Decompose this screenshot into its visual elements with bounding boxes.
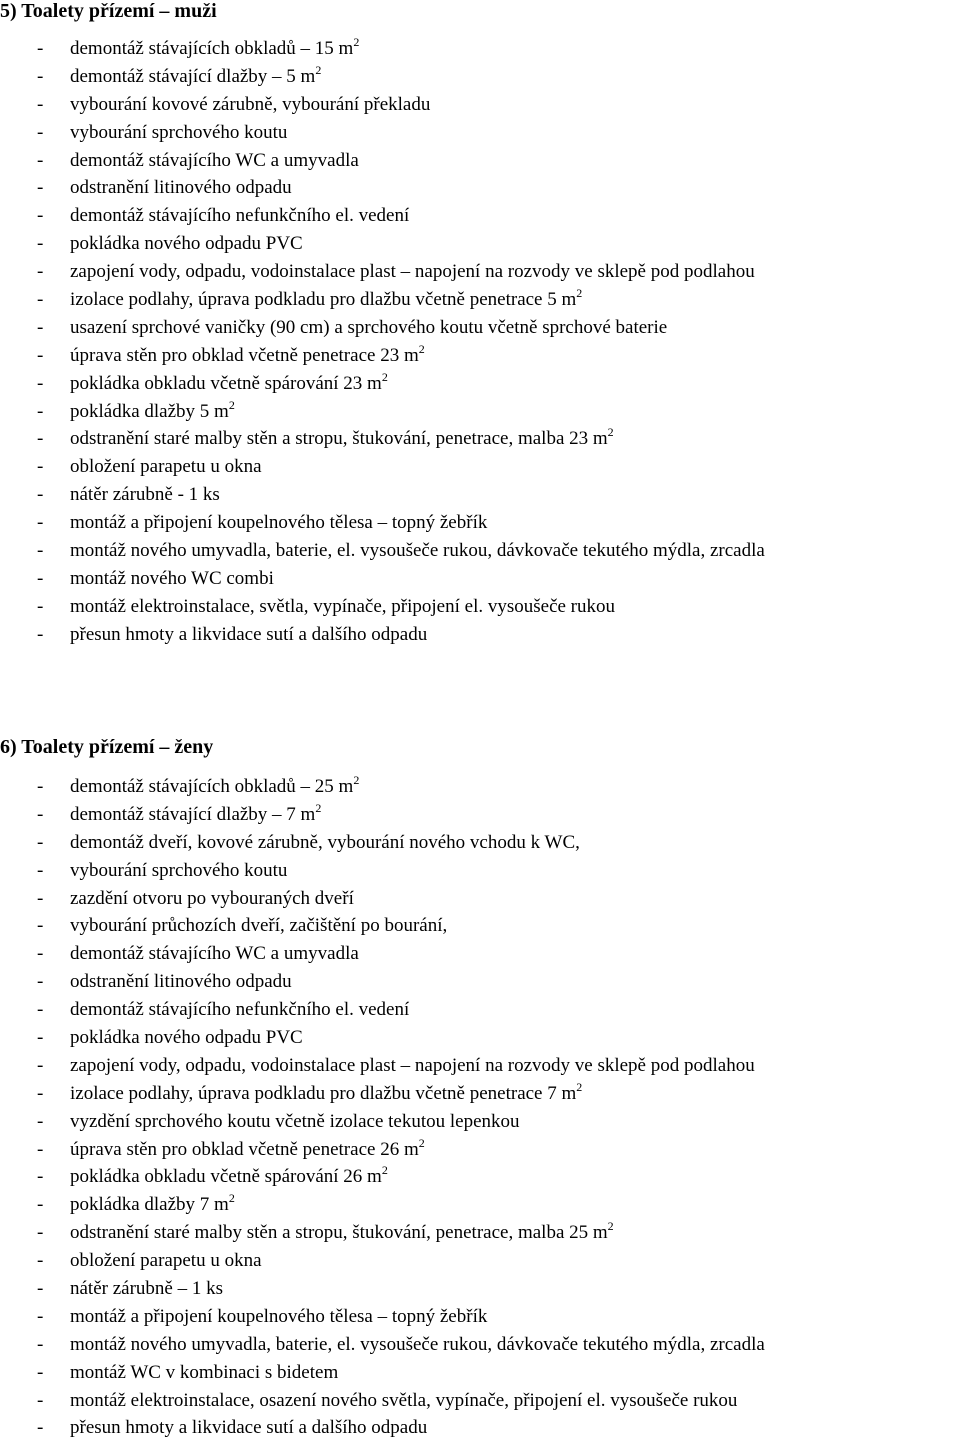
bullet-dash: - <box>37 595 44 617</box>
list-item-text: montáž WC v kombinaci s bidetem <box>70 1361 339 1383</box>
list-item <box>37 940 765 968</box>
bullet-dash: - <box>37 943 44 965</box>
list-item-text: montáž a připojení koupelnového tělesa – topný žebřík <box>70 1305 488 1327</box>
bullet-dash: - <box>37 149 44 171</box>
list-item-text: pokládka obkladu včetně spárování 26 m <box>70 1166 382 1188</box>
list-item-text: odstranění litinového odpadu <box>70 971 292 993</box>
list-item <box>37 1024 765 1052</box>
list-item-text: pokládka dlažby 7 m <box>70 1194 229 1216</box>
list-item <box>37 885 765 913</box>
bullet-dash: - <box>37 233 44 255</box>
bullet-dash: - <box>37 999 44 1021</box>
list-item <box>37 63 765 91</box>
list-item <box>37 593 765 621</box>
bullet-dash: - <box>37 540 44 562</box>
list-item-text: demontáž stávajícího nefunkčního el. vedení <box>70 205 410 227</box>
list-item <box>37 1191 765 1219</box>
bullet-dash: - <box>37 344 44 366</box>
list-item <box>37 202 765 230</box>
list-item-text: pokládka nového odpadu PVC <box>70 233 303 255</box>
list-item <box>37 230 765 258</box>
list-item <box>37 801 765 829</box>
list-item-text: usazení sprchové vaničky (90 cm) a sprchového koutu včetně sprchové baterie <box>70 316 668 338</box>
list-item <box>37 968 765 996</box>
list-item <box>37 370 765 398</box>
list-item <box>37 314 765 342</box>
unit-superscript: 2 <box>381 369 388 384</box>
list-item <box>37 1136 765 1164</box>
unit-superscript: 2 <box>381 1163 388 1178</box>
list-item-text: odstranění staré malby stěn a stropu, štukování, penetrace, malba 23 m <box>70 428 608 450</box>
list-item-text: obložení parapetu u okna <box>70 1250 262 1272</box>
list-item <box>37 1275 765 1303</box>
list-item <box>37 537 765 565</box>
work-list-men <box>37 35 765 649</box>
list-item-text: nátěr zárubně – 1 ks <box>70 1278 223 1300</box>
unit-superscript: 2 <box>315 62 322 77</box>
list-item-text: zapojení vody, odpadu, vodoinstalace plast – napojení na rozvody ve sklepě pod podlahou <box>70 261 755 283</box>
list-item <box>37 1163 765 1191</box>
bullet-dash: - <box>37 428 44 450</box>
list-item-text: demontáž stávajícího nefunkčního el. vedení <box>70 999 410 1021</box>
unit-superscript: 2 <box>576 1079 583 1094</box>
list-item <box>37 1247 765 1275</box>
list-item-text: odstranění litinového odpadu <box>70 177 292 199</box>
list-item <box>37 1359 765 1387</box>
bullet-dash: - <box>37 289 44 311</box>
bullet-dash: - <box>37 859 44 881</box>
list-item <box>37 773 765 801</box>
list-item-text: pokládka obkladu včetně spárování 23 m <box>70 372 382 394</box>
list-item-text: izolace podlahy, úprava podkladu pro dlažbu včetně penetrace 5 m <box>70 289 577 311</box>
bullet-dash: - <box>37 971 44 993</box>
bullet-dash: - <box>37 1417 44 1439</box>
list-item <box>37 147 765 175</box>
list-item-text: demontáž dveří, kovové zárubně, vybourání nového vchodu k WC, <box>70 831 580 853</box>
list-item-text: izolace podlahy, úprava podkladu pro dlažbu včetně penetrace 7 m <box>70 1082 577 1104</box>
list-item-text: vybourání sprchového koutu <box>70 859 288 881</box>
list-item <box>37 91 765 119</box>
bullet-dash: - <box>37 205 44 227</box>
bullet-dash: - <box>37 400 44 422</box>
bullet-dash: - <box>37 887 44 909</box>
bullet-dash: - <box>37 803 44 825</box>
list-item-text: pokládka nového odpadu PVC <box>70 1027 303 1049</box>
list-item <box>37 119 765 147</box>
bullet-dash: - <box>37 1361 44 1383</box>
list-item-text: vybourání kovové zárubně, vybourání překladu <box>70 93 431 115</box>
list-item <box>37 829 765 857</box>
section-title-men: 5) Toalety přízemí – muži <box>0 0 217 22</box>
bullet-dash: - <box>37 316 44 338</box>
unit-superscript: 2 <box>576 286 583 301</box>
bullet-dash: - <box>37 261 44 283</box>
bullet-dash: - <box>37 1194 44 1216</box>
list-item <box>37 996 765 1024</box>
list-item <box>37 1303 765 1331</box>
bullet-dash: - <box>37 1110 44 1132</box>
list-item <box>37 1414 765 1442</box>
list-item-text: úprava stěn pro obklad včetně penetrace 26 m <box>70 1138 419 1160</box>
list-item-text: demontáž stávající dlažby – 5 m <box>70 65 316 87</box>
list-item <box>37 1080 765 1108</box>
list-item <box>37 453 765 481</box>
bullet-dash: - <box>37 776 44 797</box>
bullet-dash: - <box>37 915 44 937</box>
bullet-dash: - <box>37 484 44 506</box>
list-item <box>37 509 765 537</box>
bullet-dash: - <box>37 1082 44 1104</box>
list-item <box>37 342 765 370</box>
list-item-text: pokládka dlažby 5 m <box>70 400 229 422</box>
list-item-text: vybourání průchozích dveří, začištění po bourání, <box>70 915 448 937</box>
list-item-text: odstranění staré malby stěn a stropu, štukování, penetrace, malba 25 m <box>70 1222 608 1244</box>
list-item <box>37 857 765 885</box>
list-item-text: přesun hmoty a likvidace sutí a dalšího odpadu <box>70 1417 428 1439</box>
list-item-text: demontáž stávající dlažby – 7 m <box>70 803 316 825</box>
list-item-text: přesun hmoty a likvidace sutí a dalšího odpadu <box>70 623 428 645</box>
list-item <box>37 1331 765 1359</box>
bullet-dash: - <box>37 1222 44 1244</box>
list-item <box>37 35 765 63</box>
unit-superscript: 2 <box>228 1191 235 1206</box>
work-list-women <box>37 773 765 1442</box>
bullet-dash: - <box>37 1250 44 1272</box>
unit-superscript: 2 <box>607 1219 614 1234</box>
unit-superscript: 2 <box>418 341 425 356</box>
unit-superscript: 2 <box>353 773 360 787</box>
list-item-text: vyzdění sprchového koutu včetně izolace tekutou lepenkou <box>70 1110 520 1132</box>
list-item-text: demontáž stávajícího WC a umyvadla <box>70 149 359 171</box>
unit-superscript: 2 <box>315 800 322 815</box>
bullet-dash: - <box>37 456 44 478</box>
list-item <box>37 621 765 649</box>
list-item <box>37 1108 765 1136</box>
list-item <box>37 1387 765 1415</box>
bullet-dash: - <box>37 38 44 59</box>
unit-superscript: 2 <box>418 1135 425 1150</box>
bullet-dash: - <box>37 1389 44 1411</box>
list-item-text: úprava stěn pro obklad včetně penetrace 23 m <box>70 344 419 366</box>
list-item-text: montáž elektroinstalace, světla, vypínače, připojení el. vysoušeče rukou <box>70 595 616 617</box>
list-item <box>37 565 765 593</box>
bullet-dash: - <box>37 1138 44 1160</box>
list-item <box>37 174 765 202</box>
bullet-dash: - <box>37 1027 44 1049</box>
bullet-dash: - <box>37 567 44 589</box>
bullet-dash: - <box>37 1278 44 1300</box>
list-item-text: montáž a připojení koupelnového tělesa – topný žebřík <box>70 512 488 534</box>
unit-superscript: 2 <box>607 425 614 440</box>
bullet-dash: - <box>37 1333 44 1355</box>
bullet-dash: - <box>37 623 44 645</box>
list-item-text: montáž nového umyvadla, baterie, el. vysoušeče rukou, dávkovače tekutého mýdla, zrcadla <box>70 1333 765 1355</box>
bullet-dash: - <box>37 372 44 394</box>
list-item-text: zapojení vody, odpadu, vodoinstalace plast – napojení na rozvody ve sklepě pod podlahou <box>70 1054 755 1076</box>
list-item-text: vybourání sprchového koutu <box>70 121 288 143</box>
unit-superscript: 2 <box>353 35 360 49</box>
list-item <box>37 1052 765 1080</box>
list-item-text: nátěr zárubně - 1 ks <box>70 484 220 506</box>
list-item <box>37 1219 765 1247</box>
list-item <box>37 481 765 509</box>
bullet-dash: - <box>37 1166 44 1188</box>
list-item <box>37 258 765 286</box>
bullet-dash: - <box>37 121 44 143</box>
list-item-text: obložení parapetu u okna <box>70 456 262 478</box>
list-item <box>37 398 765 426</box>
bullet-dash: - <box>37 831 44 853</box>
bullet-dash: - <box>37 1305 44 1327</box>
list-item <box>37 425 765 453</box>
list-item-text: montáž elektroinstalace, osazení nového světla, vypínače, připojení el. vysoušeče rukou <box>70 1389 738 1411</box>
list-item <box>37 912 765 940</box>
list-item-text: demontáž stávajících obkladů – 15 m <box>70 38 354 59</box>
list-item-text: demontáž stávajících obkladů – 25 m <box>70 776 354 797</box>
list-item-text: demontáž stávajícího WC a umyvadla <box>70 943 359 965</box>
unit-superscript: 2 <box>228 397 235 412</box>
list-item <box>37 286 765 314</box>
section-title-women: 6) Toalety přízemí – ženy <box>0 736 214 758</box>
list-item-text: montáž nového umyvadla, baterie, el. vysoušeče rukou, dávkovače tekutého mýdla, zrcadla <box>70 540 765 562</box>
bullet-dash: - <box>37 512 44 534</box>
list-item-text: montáž nového WC combi <box>70 567 274 589</box>
bullet-dash: - <box>37 177 44 199</box>
list-item-text: zazdění otvoru po vybouraných dveří <box>70 887 354 909</box>
bullet-dash: - <box>37 1054 44 1076</box>
bullet-dash: - <box>37 93 44 115</box>
bullet-dash: - <box>37 65 44 87</box>
